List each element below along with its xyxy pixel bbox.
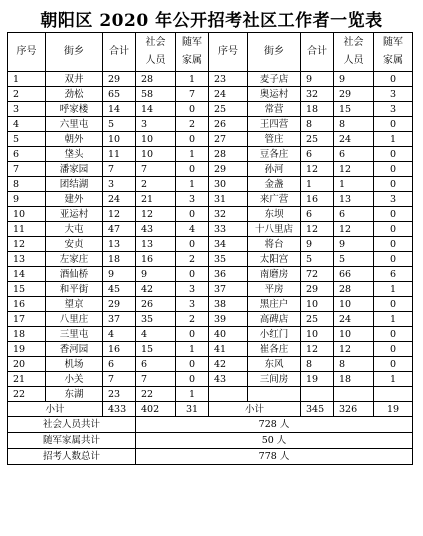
seq-cell: 25 — [209, 102, 248, 117]
table-row — [8, 147, 413, 162]
total-cell: 5 — [103, 117, 136, 132]
header-social-left: 社会 人员 — [136, 33, 176, 72]
seq-cell: 22 — [8, 387, 46, 402]
total-cell: 11 — [103, 147, 136, 162]
table-row — [8, 267, 413, 282]
army-cell: 1 — [374, 312, 413, 327]
social-cell: 12 — [334, 162, 374, 177]
summary-row — [8, 433, 413, 449]
seq-cell: 19 — [8, 342, 46, 357]
subtotal-army-right: 19 — [374, 402, 413, 417]
army-cell: 0 — [176, 372, 209, 387]
army-cell: 3 — [176, 297, 209, 312]
total-cell: 18 — [301, 102, 334, 117]
army-cell: 0 — [176, 327, 209, 342]
social-cell: 2 — [136, 177, 176, 192]
street-cell: 东风 — [248, 357, 301, 372]
army-cell: 3 — [176, 282, 209, 297]
table-row — [8, 87, 413, 102]
army-cell: 3 — [374, 192, 413, 207]
summary-row — [8, 449, 413, 465]
total-cell: 65 — [103, 87, 136, 102]
total-cell: 9 — [103, 267, 136, 282]
social-cell: 22 — [136, 387, 176, 402]
total-cell: 29 — [103, 72, 136, 87]
street-cell: 平房 — [248, 282, 301, 297]
total-cell: 37 — [103, 312, 136, 327]
street-cell: 和平街 — [46, 282, 103, 297]
army-cell: 1 — [176, 342, 209, 357]
total-cell: 29 — [301, 282, 334, 297]
total-cell: 19 — [301, 372, 334, 387]
summary-value: 50 人 — [136, 433, 413, 449]
summary-row — [8, 417, 413, 433]
seq-cell: 12 — [8, 237, 46, 252]
army-cell: 0 — [374, 237, 413, 252]
army-cell: 0 — [374, 327, 413, 342]
social-cell: 9 — [136, 267, 176, 282]
social-cell: 16 — [136, 252, 176, 267]
street-cell: 亚运村 — [46, 207, 103, 222]
total-cell: 3 — [103, 177, 136, 192]
seq-cell: 13 — [8, 252, 46, 267]
social-cell: 66 — [334, 267, 374, 282]
header-total-left: 合计 — [103, 33, 136, 72]
summary-label: 社会人员共计 — [8, 417, 136, 433]
army-cell: 2 — [176, 252, 209, 267]
street-cell: 孙河 — [248, 162, 301, 177]
army-cell: 0 — [374, 177, 413, 192]
army-cell: 3 — [176, 192, 209, 207]
table-row — [8, 372, 413, 387]
total-cell: 12 — [103, 207, 136, 222]
army-cell: 0 — [374, 342, 413, 357]
total-cell: 32 — [301, 87, 334, 102]
street-cell: 豆各庄 — [248, 147, 301, 162]
seq-cell: 23 — [209, 72, 248, 87]
street-cell: 东湖 — [46, 387, 103, 402]
table-row — [8, 387, 413, 402]
seq-cell: 37 — [209, 282, 248, 297]
social-cell: 6 — [136, 357, 176, 372]
total-cell: 24 — [103, 192, 136, 207]
street-cell: 常营 — [248, 102, 301, 117]
street-cell: 呼家楼 — [46, 102, 103, 117]
seq-cell: 18 — [8, 327, 46, 342]
seq-cell: 28 — [209, 147, 248, 162]
street-cell: 大屯 — [46, 222, 103, 237]
street-cell: 香河园 — [46, 342, 103, 357]
street-cell: 潘家园 — [46, 162, 103, 177]
army-cell: 0 — [374, 297, 413, 312]
social-cell: 24 — [334, 132, 374, 147]
street-cell: 小红门 — [248, 327, 301, 342]
army-cell: 0 — [374, 72, 413, 87]
army-cell: 2 — [176, 312, 209, 327]
street-cell: 双井 — [46, 72, 103, 87]
social-cell: 4 — [136, 327, 176, 342]
seq-cell: 14 — [8, 267, 46, 282]
army-cell: 0 — [176, 162, 209, 177]
seq-cell: 43 — [209, 372, 248, 387]
social-cell: 6 — [334, 207, 374, 222]
street-cell: 麦子店 — [248, 72, 301, 87]
street-cell: 三里屯 — [46, 327, 103, 342]
summary-value: 778 人 — [136, 449, 413, 465]
table-row — [8, 222, 413, 237]
street-cell: 左家庄 — [46, 252, 103, 267]
street-cell: 安贞 — [46, 237, 103, 252]
army-cell: 0 — [176, 267, 209, 282]
social-cell: 14 — [136, 102, 176, 117]
army-cell: 1 — [176, 72, 209, 87]
seq-cell: 11 — [8, 222, 46, 237]
seq-cell: 9 — [8, 192, 46, 207]
seq-cell: 35 — [209, 252, 248, 267]
seq-cell: 5 — [8, 132, 46, 147]
social-cell: 7 — [136, 372, 176, 387]
total-cell: 5 — [301, 252, 334, 267]
seq-cell: 24 — [209, 87, 248, 102]
header-total-right: 合计 — [301, 33, 334, 72]
seq-cell: 27 — [209, 132, 248, 147]
total-cell: 12 — [301, 342, 334, 357]
social-cell: 26 — [136, 297, 176, 312]
summary-value: 728 人 — [136, 417, 413, 433]
street-cell: 建外 — [46, 192, 103, 207]
seq-cell: 2 — [8, 87, 46, 102]
summary-label: 随军家属共计 — [8, 433, 136, 449]
table-row — [8, 312, 413, 327]
army-cell: 0 — [176, 237, 209, 252]
subtotal-social-right: 326 — [334, 402, 374, 417]
total-cell: 9 — [301, 237, 334, 252]
social-cell: 21 — [136, 192, 176, 207]
street-cell: 王四营 — [248, 117, 301, 132]
army-cell: 6 — [374, 267, 413, 282]
social-cell: 10 — [334, 297, 374, 312]
total-cell: 6 — [301, 207, 334, 222]
total-cell: 29 — [103, 297, 136, 312]
army-cell: 3 — [374, 102, 413, 117]
army-cell: 4 — [176, 222, 209, 237]
street-cell: 朝外 — [46, 132, 103, 147]
table-row — [8, 327, 413, 342]
table-row — [8, 342, 413, 357]
seq-cell: 41 — [209, 342, 248, 357]
social-cell: 3 — [136, 117, 176, 132]
street-cell: 崔各庄 — [248, 342, 301, 357]
army-cell: 1 — [176, 147, 209, 162]
social-cell: 6 — [334, 147, 374, 162]
total-cell: 14 — [103, 102, 136, 117]
street-cell: 劲松 — [46, 87, 103, 102]
social-cell: 1 — [334, 177, 374, 192]
army-cell: 0 — [374, 357, 413, 372]
total-cell: 8 — [301, 357, 334, 372]
seq-cell: 29 — [209, 162, 248, 177]
army-cell: 0 — [374, 147, 413, 162]
seq-cell: 26 — [209, 117, 248, 132]
army-cell: 0 — [374, 252, 413, 267]
seq-cell: 31 — [209, 192, 248, 207]
seq-cell: 7 — [8, 162, 46, 177]
street-cell: 来广营 — [248, 192, 301, 207]
seq-cell: 10 — [8, 207, 46, 222]
army-cell: 0 — [374, 222, 413, 237]
army-cell: 1 — [176, 177, 209, 192]
table-row — [8, 357, 413, 372]
street-cell: 太阳宫 — [248, 252, 301, 267]
social-cell: 9 — [334, 237, 374, 252]
header-social-right: 社会 人员 — [334, 33, 374, 72]
total-cell: 18 — [103, 252, 136, 267]
table-row — [8, 237, 413, 252]
social-cell — [334, 387, 374, 402]
header-street-left: 街乡 — [46, 33, 103, 72]
social-cell: 7 — [136, 162, 176, 177]
street-cell: 垡头 — [46, 147, 103, 162]
total-cell: 16 — [103, 342, 136, 357]
seq-cell: 30 — [209, 177, 248, 192]
total-cell: 25 — [301, 312, 334, 327]
street-cell — [248, 387, 301, 402]
table-row — [8, 207, 413, 222]
total-cell: 45 — [103, 282, 136, 297]
total-cell: 25 — [301, 132, 334, 147]
street-cell: 酒仙桥 — [46, 267, 103, 282]
recruitment-table — [7, 32, 413, 465]
social-cell: 10 — [334, 327, 374, 342]
social-cell: 12 — [334, 222, 374, 237]
header-army-right: 随军 家属 — [374, 33, 413, 72]
seq-cell: 3 — [8, 102, 46, 117]
army-cell — [374, 387, 413, 402]
social-cell: 13 — [334, 192, 374, 207]
total-cell: 72 — [301, 267, 334, 282]
seq-cell: 1 — [8, 72, 46, 87]
social-cell: 10 — [136, 147, 176, 162]
seq-cell: 20 — [8, 357, 46, 372]
header-army-left: 随军 家属 — [176, 33, 209, 72]
social-cell: 8 — [334, 117, 374, 132]
street-cell: 六里屯 — [46, 117, 103, 132]
social-cell: 13 — [136, 237, 176, 252]
social-cell: 28 — [136, 72, 176, 87]
table-row — [8, 72, 413, 87]
table-row — [8, 102, 413, 117]
street-cell: 将台 — [248, 237, 301, 252]
total-cell: 10 — [301, 297, 334, 312]
army-cell: 0 — [374, 162, 413, 177]
table-row — [8, 132, 413, 147]
subtotal-label-left: 小计 — [8, 402, 103, 417]
street-cell: 南磨房 — [248, 267, 301, 282]
seq-cell: 16 — [8, 297, 46, 312]
header-seq-right: 序号 — [209, 33, 248, 72]
seq-cell: 33 — [209, 222, 248, 237]
table-row — [8, 192, 413, 207]
seq-cell: 32 — [209, 207, 248, 222]
total-cell: 16 — [301, 192, 334, 207]
street-cell: 奥运村 — [248, 87, 301, 102]
street-cell: 十八里店 — [248, 222, 301, 237]
seq-cell: 15 — [8, 282, 46, 297]
street-cell: 八里庄 — [46, 312, 103, 327]
total-cell: 6 — [301, 147, 334, 162]
army-cell: 1 — [374, 282, 413, 297]
total-cell: 9 — [301, 72, 334, 87]
army-cell: 1 — [176, 387, 209, 402]
page-title: 朝阳区 2020 年公开招考社区工作者一览表 — [40, 11, 383, 31]
seq-cell — [209, 387, 248, 402]
total-cell: 1 — [301, 177, 334, 192]
seq-cell: 40 — [209, 327, 248, 342]
total-cell: 4 — [103, 327, 136, 342]
total-cell: 12 — [301, 222, 334, 237]
social-cell: 18 — [334, 372, 374, 387]
seq-cell: 8 — [8, 177, 46, 192]
social-cell: 29 — [334, 87, 374, 102]
subtotal-row — [8, 402, 413, 417]
army-cell: 3 — [374, 87, 413, 102]
total-cell: 23 — [103, 387, 136, 402]
social-cell: 42 — [136, 282, 176, 297]
social-cell: 24 — [334, 312, 374, 327]
seq-cell: 36 — [209, 267, 248, 282]
seq-cell: 42 — [209, 357, 248, 372]
summary-label: 招考人数总计 — [8, 449, 136, 465]
table-row — [8, 282, 413, 297]
social-cell: 12 — [334, 342, 374, 357]
seq-cell: 6 — [8, 147, 46, 162]
table-row — [8, 297, 413, 312]
army-cell: 0 — [176, 102, 209, 117]
social-cell: 15 — [136, 342, 176, 357]
seq-cell: 17 — [8, 312, 46, 327]
subtotal-social-left: 402 — [136, 402, 176, 417]
social-cell: 35 — [136, 312, 176, 327]
social-cell: 8 — [334, 357, 374, 372]
subtotal-label-right: 小计 — [209, 402, 301, 417]
social-cell: 58 — [136, 87, 176, 102]
street-cell: 团结湖 — [46, 177, 103, 192]
table-row — [8, 177, 413, 192]
total-cell: 12 — [301, 162, 334, 177]
street-cell: 三间房 — [248, 372, 301, 387]
table-row — [8, 162, 413, 177]
total-cell: 47 — [103, 222, 136, 237]
header-street-right: 街乡 — [248, 33, 301, 72]
social-cell: 28 — [334, 282, 374, 297]
street-cell: 高碑店 — [248, 312, 301, 327]
seq-cell: 39 — [209, 312, 248, 327]
total-cell: 10 — [301, 327, 334, 342]
street-cell: 东坝 — [248, 207, 301, 222]
table-row — [8, 117, 413, 132]
header-row — [8, 33, 413, 72]
street-cell: 金盏 — [248, 177, 301, 192]
social-cell: 9 — [334, 72, 374, 87]
total-cell: 7 — [103, 162, 136, 177]
total-cell: 6 — [103, 357, 136, 372]
total-cell: 7 — [103, 372, 136, 387]
subtotal-total-right: 345 — [301, 402, 334, 417]
street-cell: 黑庄户 — [248, 297, 301, 312]
subtotal-total-left: 433 — [103, 402, 136, 417]
seq-cell: 21 — [8, 372, 46, 387]
social-cell: 15 — [334, 102, 374, 117]
seq-cell: 4 — [8, 117, 46, 132]
army-cell: 2 — [176, 117, 209, 132]
total-cell: 10 — [103, 132, 136, 147]
army-cell: 7 — [176, 87, 209, 102]
street-cell: 望京 — [46, 297, 103, 312]
army-cell: 0 — [176, 357, 209, 372]
total-cell: 8 — [301, 117, 334, 132]
army-cell: 0 — [374, 117, 413, 132]
header-seq-left: 序号 — [8, 33, 46, 72]
street-cell: 小关 — [46, 372, 103, 387]
subtotal-army-left: 31 — [176, 402, 209, 417]
army-cell: 1 — [374, 132, 413, 147]
table-row — [8, 252, 413, 267]
total-cell: 13 — [103, 237, 136, 252]
social-cell: 5 — [334, 252, 374, 267]
army-cell: 0 — [176, 132, 209, 147]
seq-cell: 34 — [209, 237, 248, 252]
social-cell: 10 — [136, 132, 176, 147]
social-cell: 43 — [136, 222, 176, 237]
social-cell: 12 — [136, 207, 176, 222]
army-cell: 1 — [374, 372, 413, 387]
street-cell: 管庄 — [248, 132, 301, 147]
street-cell: 机场 — [46, 357, 103, 372]
seq-cell: 38 — [209, 297, 248, 312]
total-cell — [301, 387, 334, 402]
army-cell: 0 — [374, 207, 413, 222]
army-cell: 0 — [176, 207, 209, 222]
